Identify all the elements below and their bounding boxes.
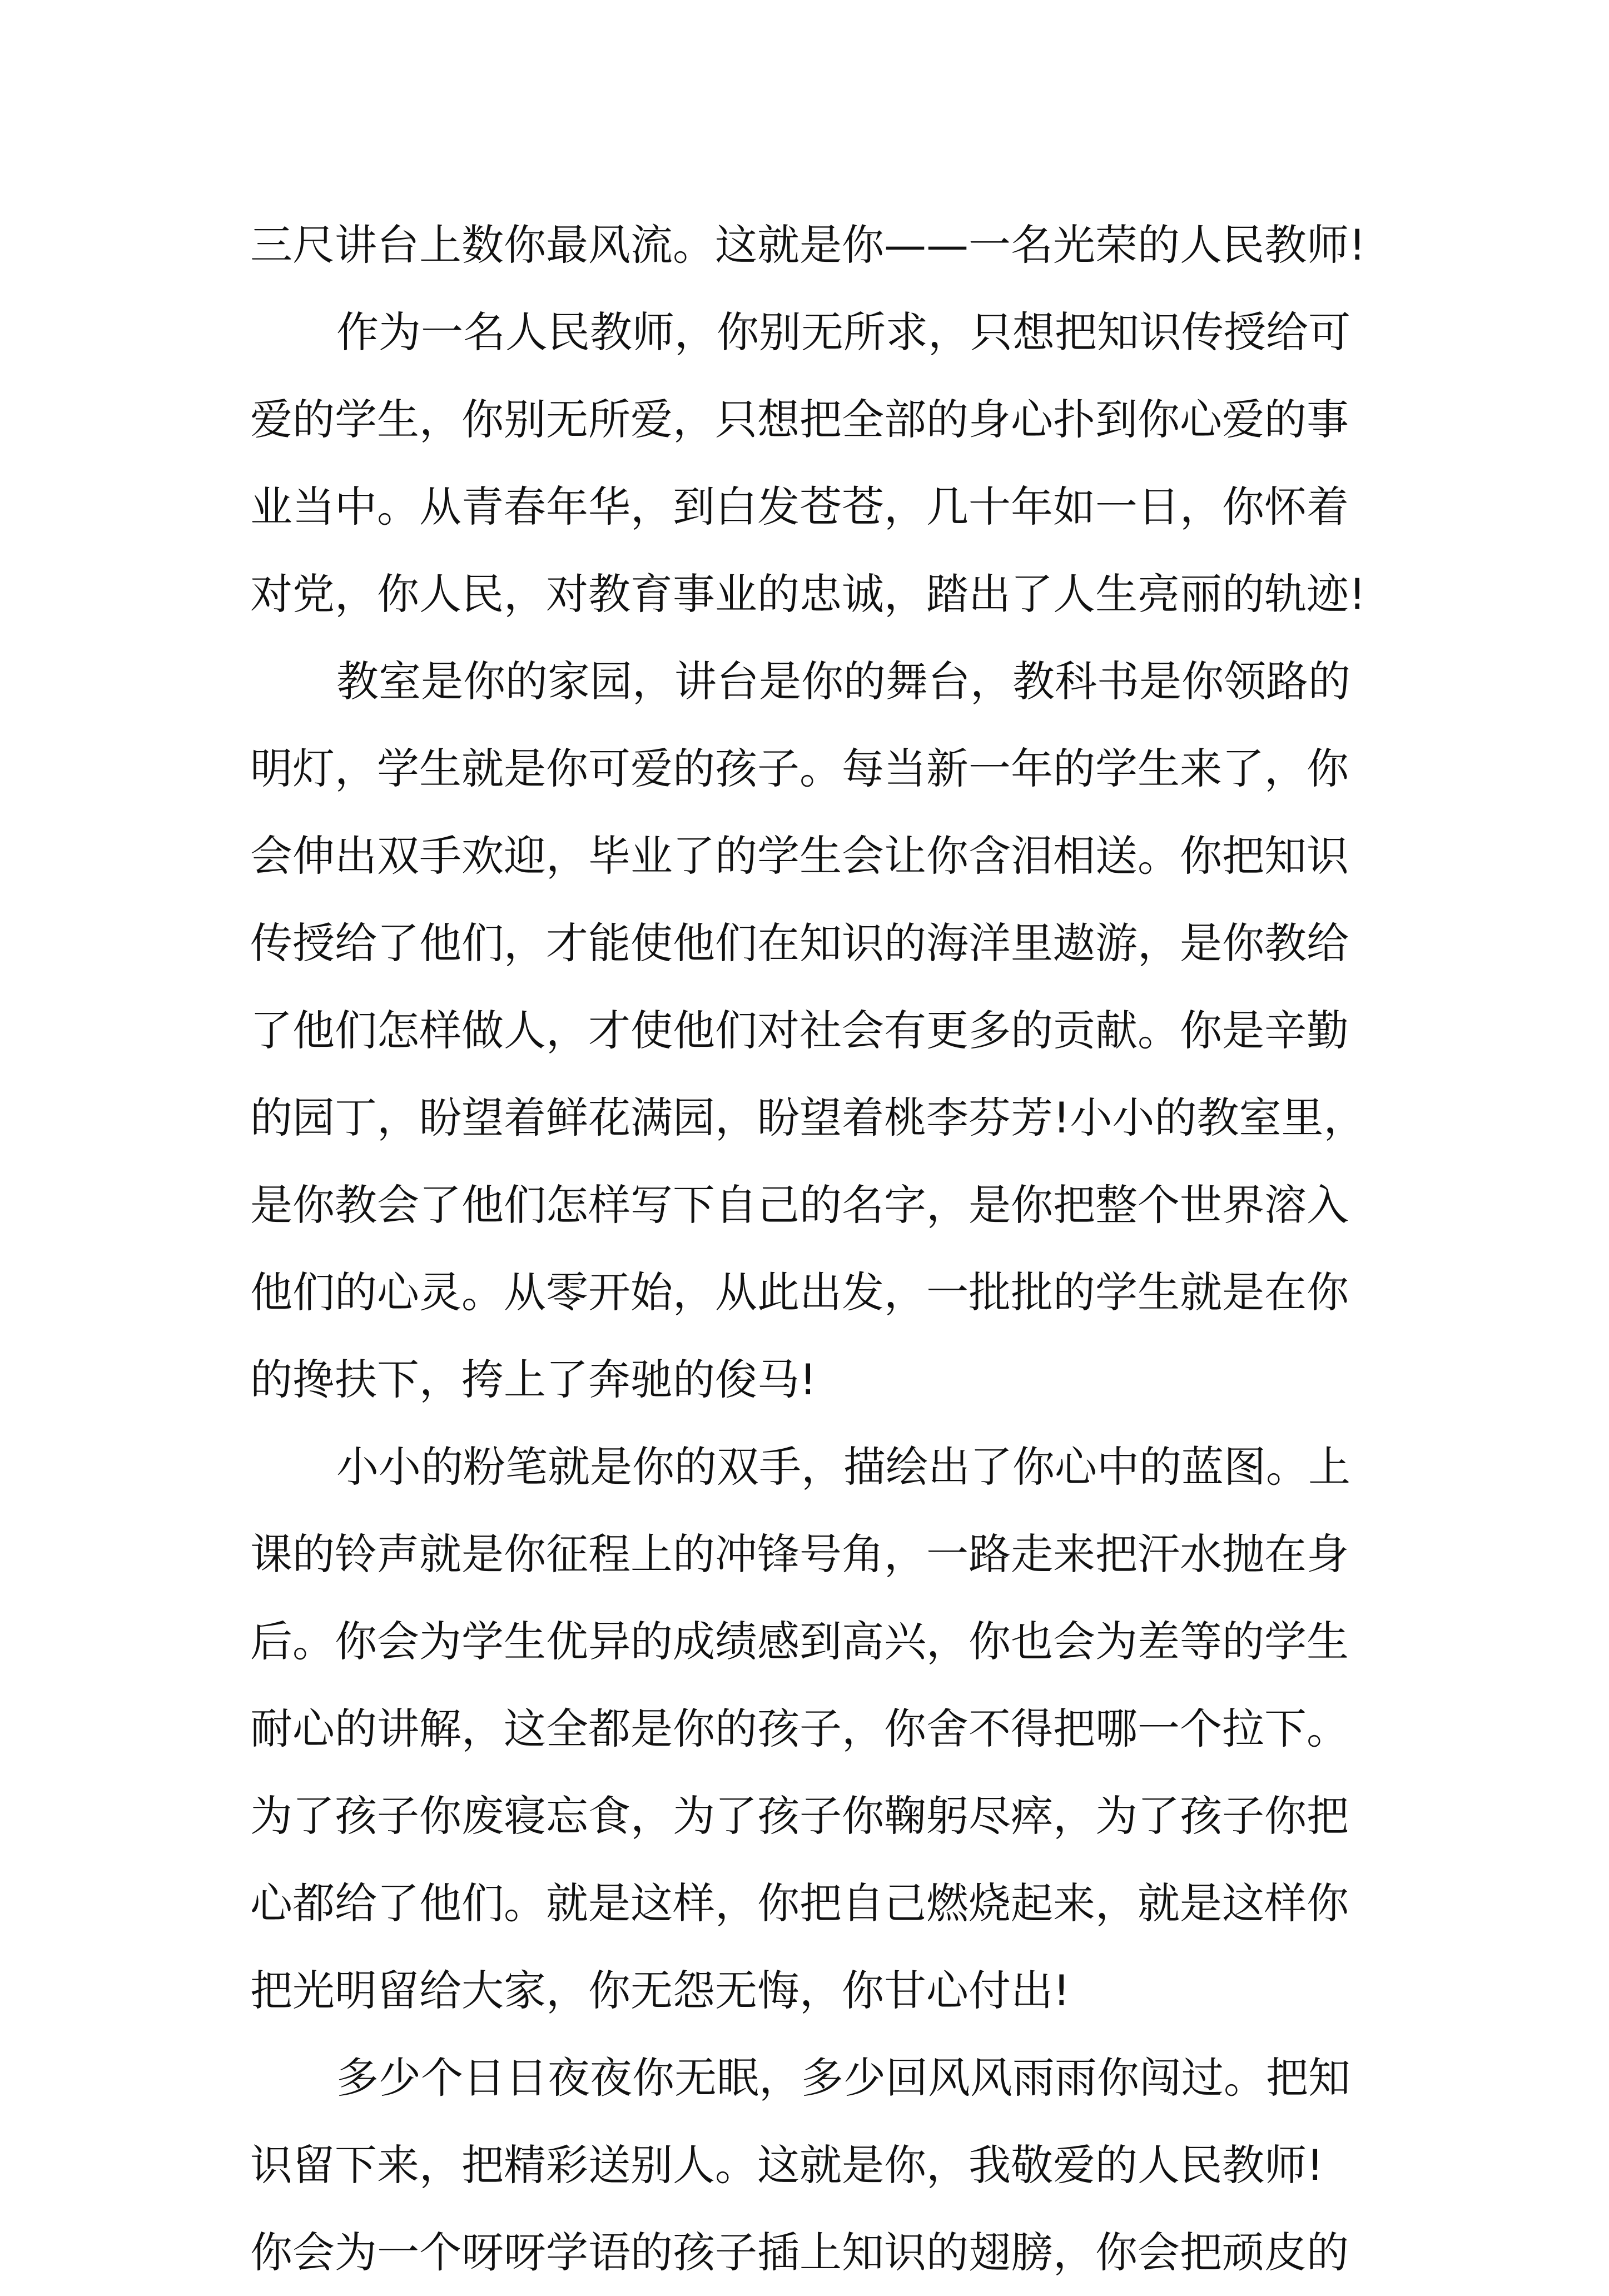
text-line: 三尺讲台上数你最风流。这就是你——一名光荣的人民教师! <box>250 220 1366 270</box>
text-line: 他们的心灵。从零开始，从此出发，一批批的学生就是在你 <box>250 1268 1349 1317</box>
text-line: 明灯，学生就是你可爱的孩子。每当新一年的学生来了，你 <box>250 744 1349 793</box>
paragraph-start-line: 小小的粉笔就是你的双手，描绘出了你心中的蓝图。上 <box>336 1442 1350 1492</box>
paragraph-start-line: 作为一名人民教师，你别无所求，只想把知识传授给可 <box>336 307 1350 357</box>
paragraph-start-line: 多少个日日夜夜你无眠，多少回风风雨雨你闯过。把知 <box>336 2053 1350 2103</box>
text-line: 对党，你人民，对教育事业的忠诚，踏出了人生亮丽的轨迹! <box>250 569 1366 619</box>
text-line: 为了孩子你废寝忘食，为了孩子你鞠躬尽瘁，为了孩子你把 <box>250 1791 1349 1841</box>
text-line: 是你教会了他们怎样写下自己的名字，是你把整个世界溶入 <box>250 1180 1349 1230</box>
text-line: 识留下来，把精彩送别人。这就是你，我敬爱的人民教师! <box>250 2140 1324 2190</box>
paragraph-start-line: 教室是你的家园，讲台是你的舞台，教科书是你领路的 <box>336 657 1350 706</box>
document-body <box>250 201 1366 2296</box>
text-line: 业当中。从青春年华，到白发苍苍，几十年如一日，你怀着 <box>250 482 1349 531</box>
text-line: 爱的学生，你别无所爱，只想把全部的身心扑到你心爱的事 <box>250 395 1349 444</box>
text-line: 了他们怎样做人，才使他们对社会有更多的贡献。你是辛勤 <box>250 1006 1349 1055</box>
text-line: 把光明留给大家，你无怨无悔，你甘心付出! <box>250 1966 1070 2015</box>
text-line: 后。你会为学生优异的成绩感到高兴，你也会为差等的学生 <box>250 1617 1349 1666</box>
text-line: 会伸出双手欢迎，毕业了的学生会让你含泪相送。你把知识 <box>250 831 1349 881</box>
text-line: 传授给了他们，才能使他们在知识的海洋里遨游，是你教给 <box>250 918 1349 968</box>
text-line: 课的铃声就是你征程上的冲锋号角，一路走来把汗水抛在身 <box>250 1529 1349 1579</box>
text-line: 的园丁，盼望着鲜花满园，盼望着桃李芬芳!小小的教室里， <box>250 1093 1366 1142</box>
text-line: 你会为一个呀呀学语的孩子插上知识的翅膀，你会把顽皮的 <box>250 2228 1349 2277</box>
text-line: 耐心的讲解，这全都是你的孩子，你舍不得把哪一个拉下。 <box>250 1704 1349 1753</box>
text-line: 的搀扶下，挎上了奔驰的俊马! <box>250 1355 817 1404</box>
text-line: 心都给了他们。就是这样，你把自己燃烧起来，就是这样你 <box>250 1878 1349 1928</box>
